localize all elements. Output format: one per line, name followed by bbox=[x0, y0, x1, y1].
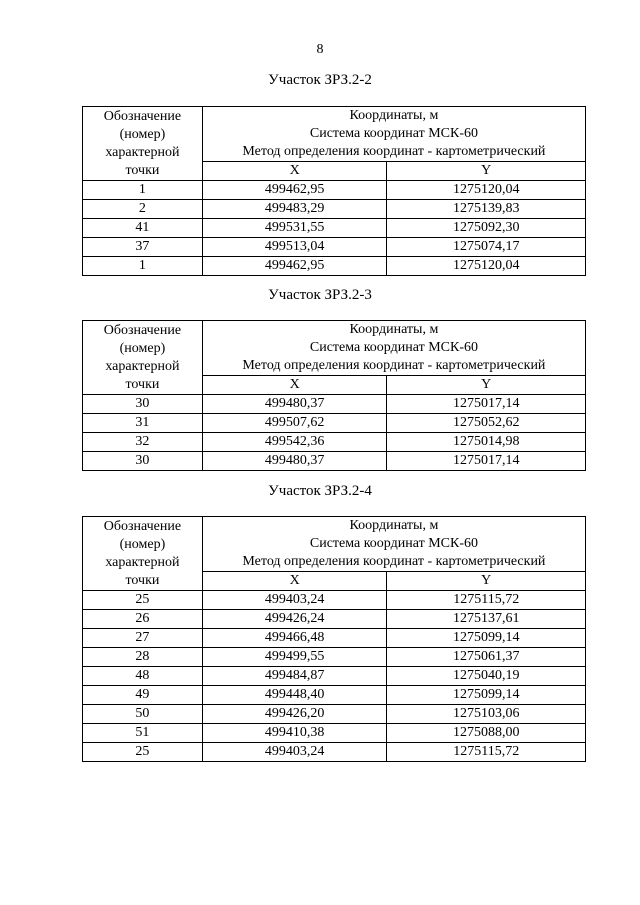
x-coordinate-cell: 499480,37 bbox=[202, 452, 387, 471]
point-label-line: точки bbox=[125, 572, 160, 588]
y-coordinate-cell: 1275115,72 bbox=[387, 743, 586, 762]
table-row bbox=[83, 219, 586, 238]
point-number-cell: 49 bbox=[83, 686, 203, 705]
y-coordinate-cell: 1275088,00 bbox=[387, 724, 586, 743]
point-number-cell: 26 bbox=[83, 610, 203, 629]
x-column-header: X bbox=[202, 572, 387, 591]
x-coordinate-cell: 499403,24 bbox=[202, 591, 387, 610]
table-row bbox=[83, 686, 586, 705]
y-column-header: Y bbox=[387, 162, 586, 181]
y-coordinate-cell: 1275092,30 bbox=[387, 219, 586, 238]
table-row bbox=[83, 743, 586, 762]
coordinates-header-line: Система координат МСК-60 bbox=[309, 126, 478, 141]
y-coordinate-cell: 1275120,04 bbox=[387, 257, 586, 276]
x-coordinate-cell: 499513,04 bbox=[202, 238, 387, 257]
y-coordinate-cell: 1275103,06 bbox=[387, 705, 586, 724]
point-number-cell: 27 bbox=[83, 629, 203, 648]
coordinates-header bbox=[202, 107, 585, 162]
point-label-header bbox=[83, 107, 203, 181]
point-number-cell: 25 bbox=[83, 591, 203, 610]
x-coordinate-cell: 499426,24 bbox=[202, 610, 387, 629]
coordinates-header-line: Координаты, м bbox=[349, 518, 439, 533]
y-coordinate-cell: 1275099,14 bbox=[387, 686, 586, 705]
point-number-cell: 31 bbox=[83, 414, 203, 433]
table-row bbox=[83, 591, 586, 610]
coordinates-table-zrz-2-4 bbox=[82, 516, 586, 762]
table-row bbox=[83, 610, 586, 629]
point-label-line: характерной bbox=[105, 358, 180, 374]
coordinates-header-line: Координаты, м bbox=[349, 108, 439, 123]
coordinates-header-line: Метод определения координат - картометрический bbox=[242, 144, 546, 159]
page-number: 8 bbox=[316, 42, 324, 57]
point-number-cell: 1 bbox=[83, 257, 203, 276]
point-label-line: характерной bbox=[105, 554, 180, 570]
point-number-cell: 2 bbox=[83, 200, 203, 219]
x-coordinate-cell: 499531,55 bbox=[202, 219, 387, 238]
x-coordinate-cell: 499542,36 bbox=[202, 433, 387, 452]
point-number-cell: 30 bbox=[83, 452, 203, 471]
point-label-line: Обозначение bbox=[103, 518, 182, 534]
y-coordinate-cell: 1275099,14 bbox=[387, 629, 586, 648]
x-coordinate-cell: 499462,95 bbox=[202, 181, 387, 200]
x-coordinate-cell: 499499,55 bbox=[202, 648, 387, 667]
x-coordinate-cell: 499484,87 bbox=[202, 667, 387, 686]
point-number-cell: 50 bbox=[83, 705, 203, 724]
y-coordinate-cell: 1275014,98 bbox=[387, 433, 586, 452]
coordinates-header-line: Координаты, м bbox=[349, 322, 439, 337]
coordinates-table-zrz-2-2 bbox=[82, 106, 586, 276]
y-column-header: Y bbox=[387, 572, 586, 591]
coordinates-header-line: Система координат МСК-60 bbox=[309, 340, 478, 355]
y-coordinate-cell: 1275120,04 bbox=[387, 181, 586, 200]
y-coordinate-cell: 1275052,62 bbox=[387, 414, 586, 433]
section-title-zrz-2-3: Участок ЗРЗ.2-3 bbox=[268, 287, 372, 303]
header-row bbox=[83, 107, 586, 162]
point-number-cell: 28 bbox=[83, 648, 203, 667]
x-column-header: X bbox=[202, 162, 387, 181]
table-row bbox=[83, 724, 586, 743]
point-number-cell: 25 bbox=[83, 743, 203, 762]
x-coordinate-cell: 499403,24 bbox=[202, 743, 387, 762]
point-label-line: (номер) bbox=[119, 126, 166, 142]
point-label-header bbox=[83, 321, 203, 395]
point-number-cell: 51 bbox=[83, 724, 203, 743]
y-coordinate-cell: 1275074,17 bbox=[387, 238, 586, 257]
y-coordinate-cell: 1275040,19 bbox=[387, 667, 586, 686]
x-coordinate-cell: 499483,29 bbox=[202, 200, 387, 219]
x-coordinate-cell: 499466,48 bbox=[202, 629, 387, 648]
point-label-line: характерной bbox=[105, 144, 180, 160]
point-label-line: Обозначение bbox=[103, 108, 182, 124]
point-label-line: Обозначение bbox=[103, 322, 182, 338]
table-row bbox=[83, 629, 586, 648]
table-row bbox=[83, 181, 586, 200]
x-coordinate-cell: 499426,20 bbox=[202, 705, 387, 724]
y-coordinate-cell: 1275061,37 bbox=[387, 648, 586, 667]
table-row bbox=[83, 200, 586, 219]
point-label-line: точки bbox=[125, 162, 160, 178]
x-coordinate-cell: 499480,37 bbox=[202, 395, 387, 414]
point-number-cell: 37 bbox=[83, 238, 203, 257]
point-number-cell: 41 bbox=[83, 219, 203, 238]
y-coordinate-cell: 1275115,72 bbox=[387, 591, 586, 610]
x-coordinate-cell: 499462,95 bbox=[202, 257, 387, 276]
point-label-line: (номер) bbox=[119, 340, 166, 356]
table-row bbox=[83, 433, 586, 452]
coordinates-header bbox=[202, 321, 585, 376]
section-title-zrz-2-2: Участок ЗРЗ.2-2 bbox=[268, 72, 372, 88]
point-number-cell: 32 bbox=[83, 433, 203, 452]
x-column-header: X bbox=[202, 376, 387, 395]
point-number-cell: 30 bbox=[83, 395, 203, 414]
point-number-cell: 1 bbox=[83, 181, 203, 200]
point-label-header bbox=[83, 517, 203, 591]
table-row bbox=[83, 238, 586, 257]
table-row bbox=[83, 667, 586, 686]
y-column-header: Y bbox=[387, 376, 586, 395]
table-row bbox=[83, 452, 586, 471]
coordinates-header-line: Система координат МСК-60 bbox=[309, 536, 478, 551]
table-row bbox=[83, 395, 586, 414]
y-coordinate-cell: 1275017,14 bbox=[387, 395, 586, 414]
y-coordinate-cell: 1275139,83 bbox=[387, 200, 586, 219]
coordinates-table-zrz-2-3 bbox=[82, 320, 586, 471]
point-label-line: (номер) bbox=[119, 536, 166, 552]
point-label-line: точки bbox=[125, 376, 160, 392]
y-coordinate-cell: 1275137,61 bbox=[387, 610, 586, 629]
point-number-cell: 48 bbox=[83, 667, 203, 686]
table-row bbox=[83, 648, 586, 667]
x-coordinate-cell: 499410,38 bbox=[202, 724, 387, 743]
x-coordinate-cell: 499448,40 bbox=[202, 686, 387, 705]
coordinates-header bbox=[202, 517, 585, 572]
table-row bbox=[83, 414, 586, 433]
coordinates-header-line: Метод определения координат - картометрический bbox=[242, 358, 546, 373]
coordinates-header-line: Метод определения координат - картометрический bbox=[242, 554, 546, 569]
y-coordinate-cell: 1275017,14 bbox=[387, 452, 586, 471]
header-row bbox=[83, 517, 586, 572]
table-row bbox=[83, 705, 586, 724]
x-coordinate-cell: 499507,62 bbox=[202, 414, 387, 433]
table-row bbox=[83, 257, 586, 276]
header-row bbox=[83, 321, 586, 376]
section-title-zrz-2-4: Участок ЗРЗ.2-4 bbox=[268, 483, 372, 499]
